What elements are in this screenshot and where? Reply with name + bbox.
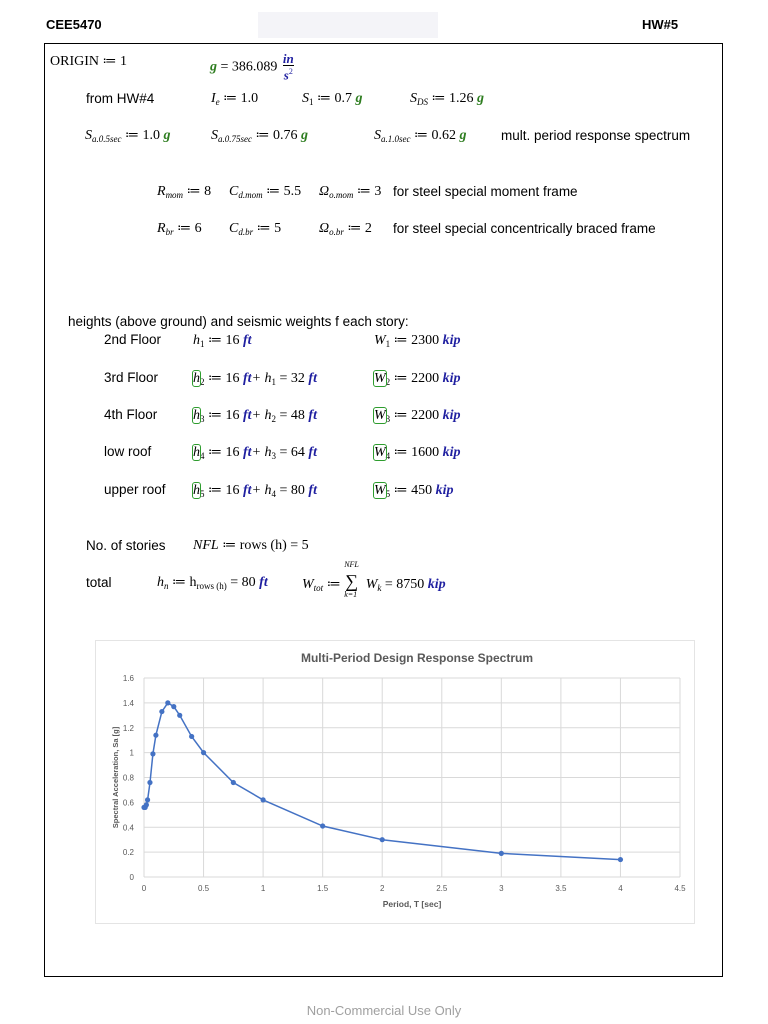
- homework-number: HW#5: [642, 17, 679, 32]
- total-label: total: [86, 575, 112, 590]
- data-point: [150, 751, 155, 756]
- data-point: [380, 837, 385, 842]
- story-height: $h_4$ ≔ 16 $ft+ h_3 = 64$ ft: [193, 445, 317, 461]
- sa05-def: $S_{a.0.5sec}$ ≔ 1.0 g: [85, 128, 171, 144]
- data-point: [171, 704, 176, 709]
- data-point: [261, 797, 266, 802]
- course-code: CEE5470: [46, 17, 102, 32]
- sa10-def: $S_{a.1.0sec}$ ≔ 0.62 g: [374, 128, 467, 144]
- watermark-footer: Non-Commercial Use Only: [306, 1003, 462, 1018]
- data-point: [144, 802, 149, 807]
- story-weight: $W_4$ ≔ 1600 kip: [374, 445, 461, 461]
- heights-intro: heights (above ground) and seismic weights f each story:: [68, 314, 409, 329]
- story-label: 2nd Floor: [104, 332, 162, 347]
- x-tick-label: 3.5: [555, 884, 567, 893]
- story-label: 4th Floor: [104, 407, 158, 422]
- data-point: [153, 733, 158, 738]
- x-axis-label: Period, T [sec]: [382, 899, 442, 909]
- r-br-def: $R_{br}$ ≔ 6: [157, 221, 202, 237]
- y-tick-label: 0.4: [122, 823, 134, 833]
- br-frame-desc: for steel special concentrically braced frame: [393, 221, 656, 236]
- origin-def: ORIGIN ≔ 1: [50, 54, 127, 69]
- story-label: 3rd Floor: [104, 370, 159, 385]
- story-height: $h_3$ ≔ 16 $ft+ h_2 = 48$ ft: [193, 408, 317, 424]
- x-tick-label: 0: [141, 884, 147, 893]
- omega-mom-def: $\Omega_{o.mom}$ ≔ 3: [319, 184, 382, 200]
- data-point: [201, 750, 206, 755]
- chart-canvas: [96, 641, 694, 923]
- ie-def: $I_e$ ≔ 1.0: [211, 91, 259, 107]
- x-tick-label: 2.5: [436, 884, 448, 893]
- story-weight: $W_3$ ≔ 2200 kip: [374, 408, 461, 424]
- story-height: $h_5$ ≔ 16 $ft+ h_4 = 80$ ft: [193, 483, 317, 499]
- data-point: [159, 709, 164, 714]
- nfl-def: NFL ≔ rows (h) = 5: [193, 538, 309, 553]
- y-tick-label: 1: [129, 748, 134, 758]
- y-tick-label: 1.6: [122, 674, 134, 683]
- nstories-label: No. of stories: [86, 538, 166, 553]
- y-tick-label: 0.6: [122, 798, 134, 808]
- hn-def: $h_n$ ≔ $h_{rows (h)} = 80$ ft: [157, 575, 268, 591]
- y-tick-label: 0.8: [122, 773, 134, 783]
- chart-title: Multi-Period Design Response Spectrum: [300, 651, 534, 665]
- sds-def: $S_{DS}$ ≔ 1.26 g: [410, 91, 484, 107]
- data-point: [147, 780, 152, 785]
- data-point: [145, 797, 150, 802]
- x-tick-label: 1.5: [317, 884, 329, 893]
- data-point: [177, 713, 182, 718]
- x-tick-label: 0.5: [197, 884, 210, 893]
- data-point: [320, 823, 325, 828]
- cd-br-def: $C_{d.br}$ ≔ 5: [229, 221, 282, 237]
- omega-br-def: $\Omega_{o.br}$ ≔ 2: [319, 221, 372, 237]
- x-tick-label: 3: [499, 884, 504, 893]
- data-point: [499, 851, 504, 856]
- wtot-def: $W_{tot}$ ≔ NFL ∑ k=1 $W_k = 8750$ kip: [302, 560, 446, 599]
- story-label: upper roof: [104, 482, 166, 497]
- x-tick-label: 1: [260, 884, 266, 893]
- data-point: [165, 700, 170, 705]
- x-tick-label: 2: [379, 884, 385, 893]
- x-tick-label: 4: [618, 884, 623, 893]
- x-tick-label: 4.5: [674, 884, 686, 893]
- y-tick-label: 1.2: [122, 723, 134, 733]
- data-point: [231, 780, 236, 785]
- story-height: $h_2$ ≔ 16 $ft+ h_1 = 32$ ft: [193, 371, 317, 387]
- response-spectrum-chart: [95, 640, 695, 924]
- from-hw4-label: from HW#4: [86, 91, 155, 106]
- data-point: [618, 857, 623, 862]
- mult-period-label: mult. period response spectrum: [501, 128, 691, 143]
- y-tick-label: 0.2: [122, 848, 134, 858]
- y-tick-label: 0: [129, 873, 134, 882]
- cd-mom-def: $C_{d.mom}$ ≔ 5.5: [229, 184, 302, 200]
- s1-def: $S_1$ ≔ 0.7 g: [302, 91, 363, 107]
- story-weight: $W_1$ ≔ 2300 kip: [374, 333, 461, 349]
- mom-frame-desc: for steel special moment frame: [393, 184, 578, 199]
- sa075-def: $S_{a.0.75sec}$ ≔ 0.76 g: [211, 128, 308, 144]
- y-axis-label: Spectral Acceleration, Sa [g]: [111, 726, 120, 829]
- story-weight: $W_5$ ≔ 450 kip: [374, 483, 454, 499]
- r-mom-def: $R_{mom}$ ≔ 8: [157, 184, 212, 200]
- gravity-def: g = 386.089 $\frac{in}{s^2}$: [210, 51, 294, 83]
- header-blank: [258, 12, 438, 38]
- story-height: $h_1$ ≔ 16 ft: [193, 333, 252, 349]
- story-label: low roof: [104, 444, 152, 459]
- story-weight: $W_2$ ≔ 2200 kip: [374, 371, 461, 387]
- y-tick-label: 1.4: [122, 698, 134, 708]
- data-point: [189, 734, 194, 739]
